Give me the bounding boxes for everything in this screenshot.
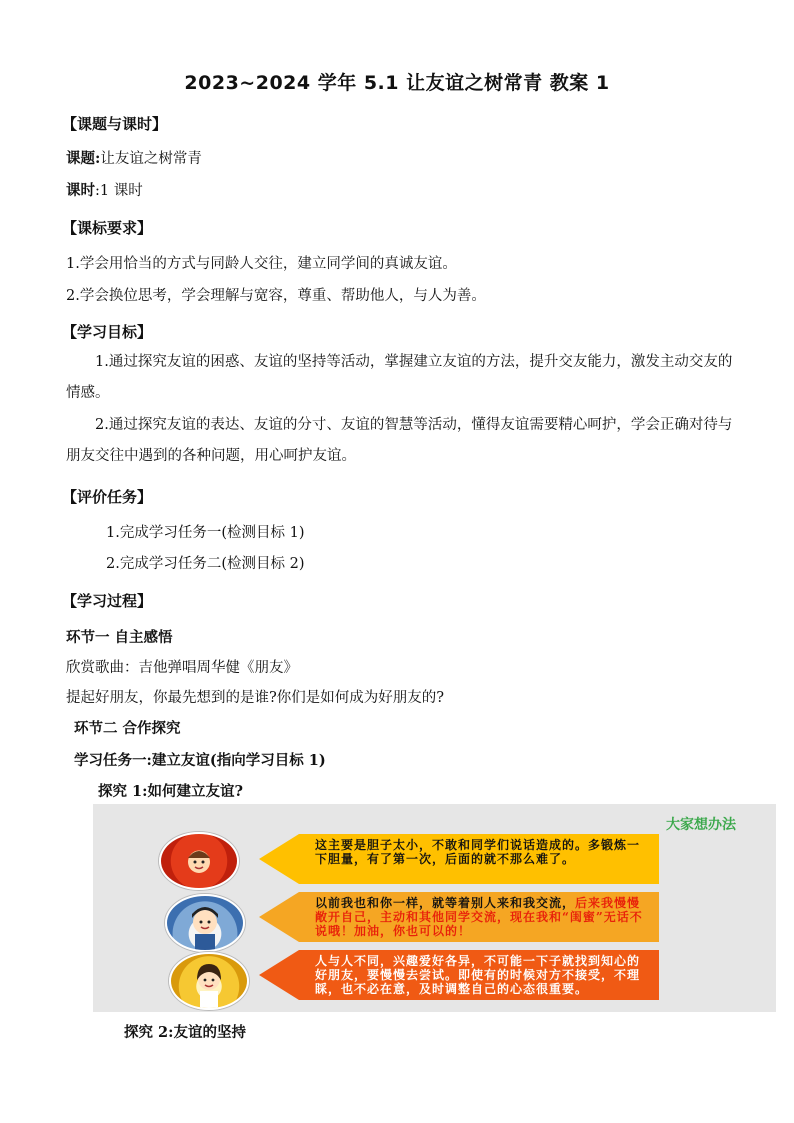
advice-text-3: 人与人不同，兴趣爱好各异，不可能一下子就找到知心的好朋友，要慢慢去尝试。即使有的时候对方不接受，不理睬，也不必在意，及时调整自己的心态很重要。: [315, 954, 641, 996]
figure-heading: 大家想办法: [666, 817, 736, 833]
document-title: 2023~2024 学年 5.1 让友谊之树常青 教案 1: [184, 72, 610, 94]
boy-face-icon: [167, 896, 243, 950]
advice-bubble-2: [259, 892, 659, 942]
step1-line-1: 欣赏歌曲：吉他弹唱周华健《朋友》: [66, 660, 298, 676]
avatar-2: [165, 894, 245, 952]
avatar-1: [159, 832, 239, 890]
step1-line-2: 提起好朋友，你最先想到的是谁?你们是如何成为好朋友的?: [66, 690, 445, 706]
advice-text-2b: 后来我慢慢敞开自己，主动和其他同学交流，现在我和“闺蜜”无话不说哦！加油，你也可以的！: [315, 896, 643, 938]
explore2-title: 探究 2:友谊的坚持: [124, 1024, 246, 1041]
advice-bubble-3: [259, 950, 659, 1000]
girl-face-icon: [171, 954, 247, 1008]
section-process-heading: 【学习过程】: [62, 592, 153, 610]
task1-title: 学习任务一:建立友谊(指向学习目标 1): [74, 752, 326, 769]
step1-title: 环节一 自主感悟: [66, 629, 173, 646]
advice-text-2: [315, 896, 645, 938]
advice-text-1: 这主要是胆子太小，不敢和同学们说话造成的。多锻炼一下胆量，有了第一次，后面的就不那么难了。: [315, 838, 641, 866]
eval-item-2: 2.完成学习任务二(检测目标 2): [106, 556, 305, 572]
step2-title: 环节二 合作探究: [74, 720, 181, 737]
period-label: 课时: [66, 182, 95, 199]
standard-item-2: 2.学会换位思考，学会理解与宽容，尊重、帮助他人，与人为善。: [66, 288, 486, 304]
advice-bubble-1: [259, 834, 659, 884]
section-eval-heading: 【评价任务】: [62, 488, 153, 506]
eval-item-1: 1.完成学习任务一(检测目标 1): [106, 525, 305, 541]
goal-item-2: 2.通过探究友谊的表达、友谊的分寸、友谊的智慧等活动，懂得友谊需要精心呵护，学会正确对待与朋友交往中遇到的各种问题，用心呵护友谊。: [66, 417, 733, 464]
avatar-3: [169, 952, 249, 1010]
boy-face-icon: [161, 834, 237, 888]
advice-text-2a: 以前我也和你一样，就等着别人来和我交流，: [315, 896, 576, 910]
topic-value: 让友谊之树常青: [100, 151, 202, 167]
section-course-heading: 【课题与课时】: [62, 115, 168, 133]
friendship-methods-figure: [93, 804, 776, 1012]
goal-item-1: 1.通过探究友谊的困惑、友谊的坚持等活动，掌握建立友谊的方法，提升交友能力，激发主动交友的情感。: [66, 354, 733, 401]
topic-label: 课题:: [66, 150, 101, 167]
topic-line: [66, 147, 202, 168]
section-standard-heading: 【课标要求】: [62, 219, 153, 237]
period-value: :1 课时: [95, 183, 143, 199]
explore1-title: 探究 1:如何建立友谊?: [98, 783, 243, 800]
section-goals-heading: 【学习目标】: [62, 323, 153, 341]
period-line: [66, 179, 143, 200]
standard-item-1: 1.学会用恰当的方式与同龄人交往，建立同学间的真诚友谊。: [66, 256, 457, 272]
